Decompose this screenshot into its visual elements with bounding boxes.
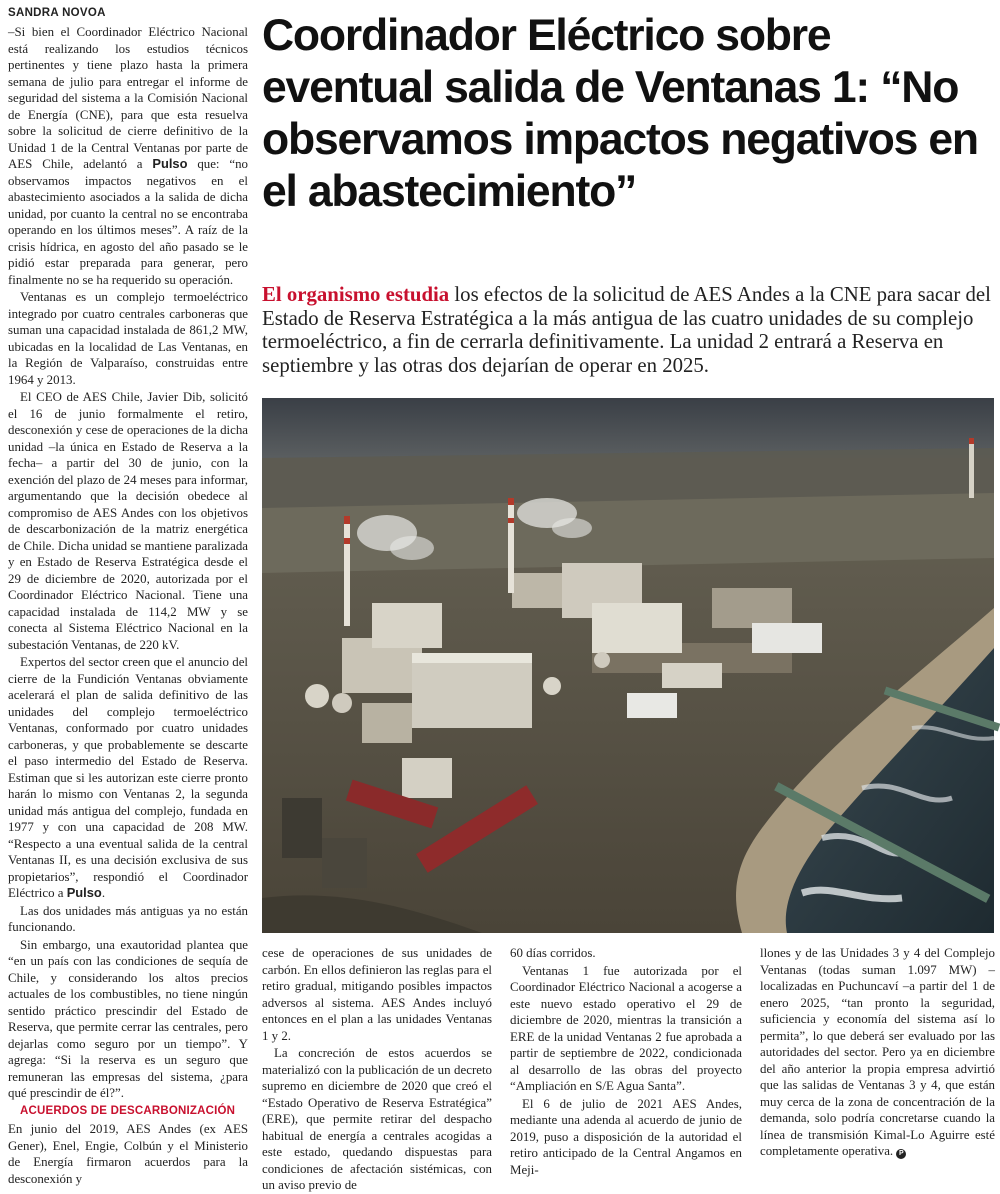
paragraph: El 6 de julio de 2021 AES Andes, mediante una adenda al acuerdo de junio de 2019, puso a disposición de la autoridad el retiro anticipado de la Central Angamos en Meji-	[510, 1096, 742, 1177]
pulso-name: Pulso	[66, 885, 102, 900]
text-run: llones y de las Unidades 3 y 4 del Complejo Ventanas (todas suman 1.097 MW) –localizadas en Puchuncaví –a partir del 1 de enero 2025, “tan pronto la seguridad, suficiencia y economía del sistema así lo permita”, lo que deberá ser evaluado por las autoridades del sector. Pero ya en diciembre del año anterior la propia empresa advirtió que las salidas de Ventanas 3 y 4, que están muy cerca de la zona de concentración de la demanda, solo podría concretarse cuando la línea de transmisión Kimal-Lo Aguirre esté completamente operativa.	[760, 946, 995, 1158]
text-run: que: “no observamos impactos negativos en el abastecimiento asociados a la salida de dicha unidad, por cuanto la central no se encontraba operando en los últimos meses”. A raíz de la crisis hídrica, en agosto del año pasado se le pidió estar preparada para generar, pero finalmente no se ha requerido su operación.	[8, 157, 248, 287]
paragraph: En junio del 2019, AES Andes (ex AES Gener), Enel, Engie, Colbún y el Ministerio de Energía firmaron acuerdos para la desconexión y	[8, 1122, 248, 1186]
paragraph: Ventanas es un complejo termoeléctrico integrado por cuatro centrales carboneras que suman una capacidad instalada de 861,2 MW, ubicadas en la localidad de Las Ventanas, en la Región de Valparaíso, construidas entre 1964 y 2013.	[8, 290, 248, 387]
article-column-2	[262, 945, 492, 1192]
article-column-3	[510, 945, 742, 1177]
deck-lead: El organismo estudia	[262, 283, 450, 306]
paragraph: El CEO de AES Chile, Javier Dib, solicitó el 16 de junio formalmente el retiro, desconexión y cese de operaciones de la dicha unidad –la única en Estado de Reserva a la fecha– a partir del 30 de junio, con la exención del plazo de 24 meses para informar, argumentando que la decisión obedece al compromiso de AES Andes con los objetivos de descarbonización de la matriz energética de Chile. Dicha unidad se mantiene paralizada y en Estado de Reserva Estratégica desde el 29 de diciembre de 2020, autorizada por el Coordinador Eléctrico Nacional. Tiene una capacidad instalada de 114,2 MW y se conecta al Sistema Eléctrico Nacional en la subestación Ventanas, de 220 kV.	[8, 390, 248, 652]
deck-text: los efectos de la solicitud de AES Andes a la CNE para sacar del Estado de Reserva Estratégica a la más antigua de las cuatro unidades de su complejo termoeléctrico, a fin de cerrarla definitivamente. La unidad 2 entrará a Reserva en septiembre y las otras dos dejarían de operar en 2025.	[262, 283, 991, 377]
article-photo	[262, 398, 994, 933]
text-run: –Si bien el Coordinador Eléctrico Nacional está realizando los estudios técnicos pertinentes y tiene plazo hasta la primera semana de julio para entregar el informe de seguridad del sistema a la Comisión Nacional de Energía (CNE), para que esta resuelva sobre la solicitud de cierre definitivo de la Unidad 1 de la Central Ventanas por parte de AES Chile, adelantó a	[8, 25, 248, 171]
section-subhead: ACUERDOS DE DESCARBONIZACIÓN	[20, 1104, 236, 1117]
paragraph: Ventanas 1 fue autorizada por el Coordinador Eléctrico Nacional a acogerse a este nuevo estado operativo el 29 de diciembre de 2020, mientras la transición a ERE de la unidad Ventanas 2 fue aprobada a partir de septiembre de 2022, condicionada al desarrollo de las obras del proyecto “Ampliación en S/E Agua Santa”.	[510, 963, 742, 1093]
pulso-name: Pulso	[152, 156, 188, 171]
byline: SANDRA NOVOA	[8, 7, 106, 19]
article-column-1	[8, 24, 248, 1186]
paragraph: cese de operaciones de sus unidades de carbón. En ellos definieron las reglas para el retiro gradual, mitigando posibles impactos adversos al sistema. AES Andes incluyó entonces en el plan a las unidades Ventanas 1 y 2.	[262, 946, 492, 1043]
paragraph: Sin embargo, una exautoridad plantea que “en un país con las condiciones de sequía de Chile, y considerando los altos precios actuales de los combustibles, no tiene ningún sentido práctico prescindir del Estado de Reserva, que permite cerrar las centrales, pero dejarlas como seguro por un tiempo”. Y agrega: “Si la reserva es un seguro que remuneran las empresas del sistema, ¿para qué prescindir de él?”.	[8, 937, 248, 1100]
end-mark-icon: P	[896, 1149, 906, 1159]
paragraph: La concreción de estos acuerdos se materializó con la publicación de un decreto supremo en diciembre de 2020 que creó el “Estado Operativo de Reserva Estratégica” (ERE), que permite retirar del despacho habitual de energía a centrales acogidas a este estado, quedando dispuestas para condiciones de afectación sistémicas, con un aviso previo de	[262, 1046, 492, 1192]
text-run: Expertos del sector creen que el anuncio del cierre de la Fundición Ventanas obviamente acelerará el plan de salida definitivo de las unidades del complejo termoeléctrico Ventanas, conformado por cuatro unidades carboneras, y que probablemente se descarte el paso intermedio del Estado de Reserva. Estiman que si les autorizan este cierre pronto harán lo mismo con Ventanas 2, la segunda unidad más antigua del complejo, fundada en 1977 y con una capacidad de 208 MW. “Respecto a una eventual salida de la central Ventanas II, es una decisión exclusiva de sus propietarios”, respondió el Coordinador Eléctrico a	[8, 655, 248, 900]
deck	[262, 283, 994, 377]
text-run: .	[101, 886, 106, 900]
headline: Coordinador Eléctrico sobre eventual salida de Ventanas 1: “No observamos impactos negativos en el abastecimiento”	[262, 11, 978, 216]
paragraph	[760, 945, 995, 1160]
paragraph	[8, 654, 248, 902]
article-column-4	[760, 945, 995, 1165]
paragraph	[8, 24, 248, 288]
paragraph: Las dos unidades más antiguas ya no están funcionando.	[8, 903, 248, 934]
aerial-plant-photo	[262, 398, 994, 933]
paragraph: 60 días corridos.	[510, 946, 596, 960]
